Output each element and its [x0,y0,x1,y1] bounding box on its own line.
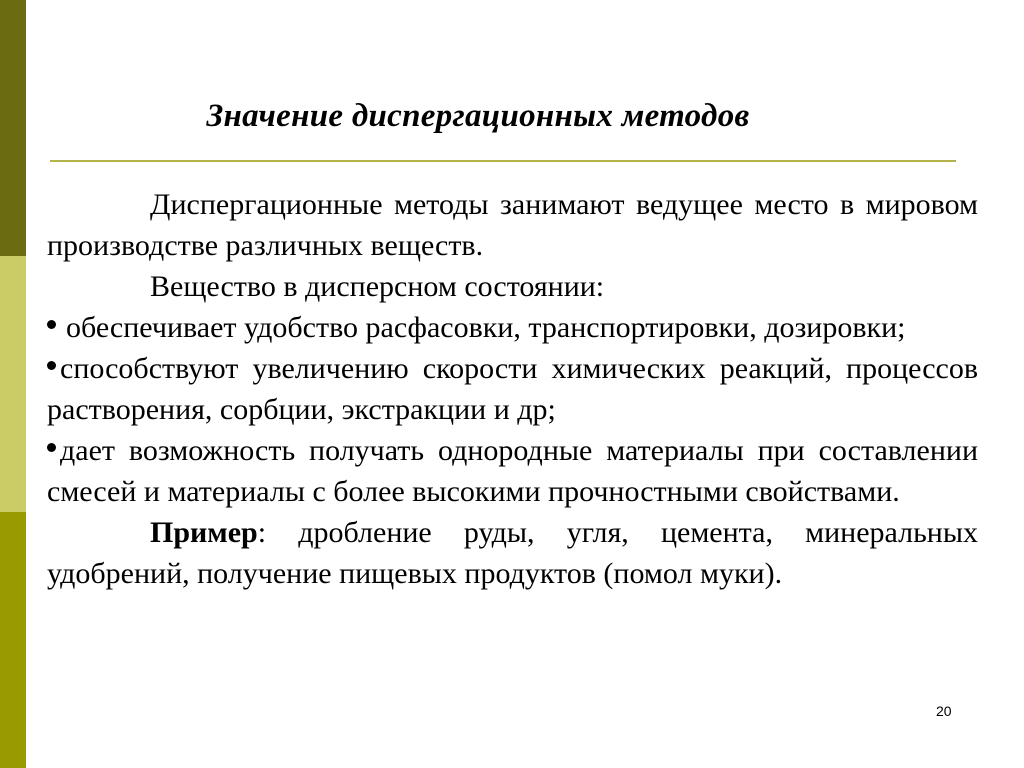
bullet-text: обеспечивает удобство расфасовки, транспортировки, дозировки; [66,311,906,344]
bullet-dot-icon [47,361,56,370]
bullet-text: способствуют увеличению скорости химических реакций, процессов растворения, сорбции, экстракции и др; [47,352,978,426]
page-number: 20 [936,703,952,719]
slide-title: Значение диспергационных методов [206,98,750,134]
side-decoration-bar [0,0,26,768]
bullet-item [47,348,978,430]
example-text: : дробление руды, угля, цемента, минеральных удобрений, получение пищевых продуктов (помол муки). [47,516,978,590]
bullet-item [47,307,978,348]
bullet-item [47,430,978,512]
intro-paragraph: Диспергационные методы занимают ведущее место в мировом производстве различных веществ. [47,188,978,262]
side-bar-segment-dark [0,0,26,256]
bullet-text: дает возможность получать однородные материалы при составлении смесей и материалы с более высокими прочностными свойствами. [47,434,978,508]
lead-paragraph: Вещество в дисперсном состоянии: [150,270,605,303]
example-label: Пример [150,516,258,549]
example-paragraph [47,512,978,594]
slide-body [47,184,978,594]
side-bar-segment-mid [0,512,26,768]
bullet-dot-icon [47,320,56,329]
title-underline [50,160,956,162]
side-bar-segment-light [0,256,26,512]
bullet-dot-icon [47,443,56,452]
